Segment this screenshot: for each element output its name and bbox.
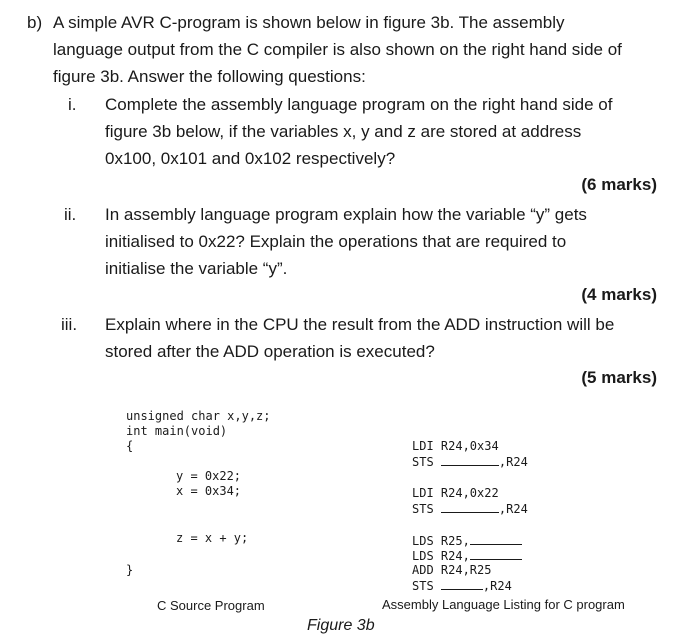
part-ii-line-3: initialise the variable “y”. <box>105 259 288 278</box>
part-ii-marks: (4 marks) <box>581 285 657 304</box>
part-i-marks: (6 marks) <box>581 175 657 194</box>
part-iii-line-2: stored after the ADD operation is executed? <box>105 342 435 361</box>
asm-line-5: LDS R25, <box>412 533 522 549</box>
c-assign-x: x = 0x34; <box>176 484 242 498</box>
asm-line-1: LDI R24,0x34 <box>412 439 499 453</box>
part-i-line-3: 0x100, 0x101 and 0x102 respectively? <box>105 149 396 168</box>
question-prefix: b) <box>27 13 43 32</box>
c-assign-y: y = 0x22; <box>176 469 242 483</box>
c-close-brace: } <box>126 563 134 577</box>
answer-blank[interactable] <box>441 501 499 513</box>
part-i-line-1: Complete the assembly language program on the right hand side of <box>105 95 613 114</box>
asm-line-4: STS ,R24 <box>412 502 528 516</box>
c-main: int main(void) <box>126 424 228 438</box>
asm-line-8: STS ,R24 <box>412 579 512 593</box>
caption-c-source: C Source Program <box>157 598 265 613</box>
part-iii-line-1: Explain where in the CPU the result from the ADD instruction will be <box>105 315 615 334</box>
part-ii-numeral: ii. <box>64 205 77 224</box>
answer-blank[interactable] <box>470 533 522 545</box>
caption-asm: Assembly Language Listing for C program <box>382 597 625 612</box>
figure-label: Figure 3b <box>307 617 375 634</box>
answer-blank[interactable] <box>441 454 499 466</box>
intro-line-1: A simple AVR C-program is shown below in figure 3b. The assembly <box>53 13 565 32</box>
c-decl: unsigned char x,y,z; <box>126 409 271 423</box>
part-ii-line-1: In assembly language program explain how the variable “y” gets <box>105 205 587 224</box>
intro-line-2: language output from the C compiler is also shown on the right hand side of <box>53 40 622 59</box>
asm-line-3: LDI R24,0x22 <box>412 486 499 500</box>
answer-blank[interactable] <box>470 548 522 560</box>
part-ii-line-2: initialised to 0x22? Explain the operations that are required to <box>105 232 567 251</box>
part-i-line-2: figure 3b below, if the variables x, y and z are stored at address <box>105 122 582 141</box>
c-open-brace: { <box>126 439 134 453</box>
part-iii-numeral: iii. <box>61 315 78 334</box>
asm-line-2: STS ,R24 <box>412 455 528 469</box>
c-assign-z: z = x + y; <box>176 531 249 545</box>
intro-line-3: figure 3b. Answer the following questions: <box>53 67 366 86</box>
asm-line-7: ADD R24,R25 <box>412 563 492 577</box>
asm-line-6: LDS R24, <box>412 548 522 564</box>
part-iii-marks: (5 marks) <box>581 368 657 387</box>
answer-blank[interactable] <box>441 578 483 590</box>
part-i-numeral: i. <box>68 95 77 114</box>
